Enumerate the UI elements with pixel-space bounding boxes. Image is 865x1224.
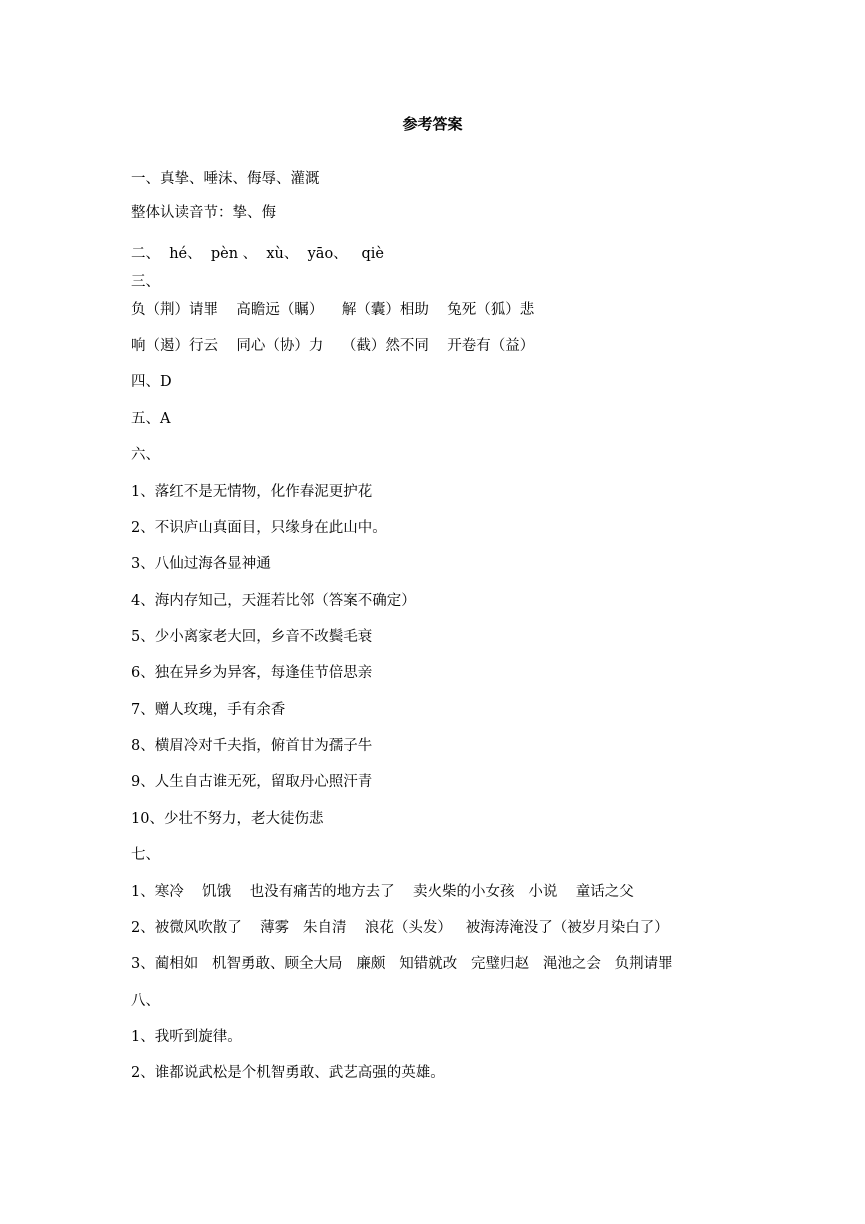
document-title: 参考答案 bbox=[402, 115, 463, 133]
answer-line-18: 9、人生自古谁无死，留取丹心照汗青 bbox=[131, 774, 373, 790]
answer-line-12: 3、八仙过海各显神通 bbox=[131, 556, 271, 572]
answer-line-6: 响（遏）行云 同心（协）力 （截）然不同 开卷有（益） bbox=[131, 338, 535, 354]
answer-line-14: 5、少小离家老大回，乡音不改鬓毛衰 bbox=[131, 629, 373, 645]
answer-line-9: 六、 bbox=[131, 447, 160, 463]
answer-line-23: 3、蔺相如 机智勇敢、顾全大局 廉颇 知错就改 完璧归赵 渑池之会 负荆请罪 bbox=[131, 956, 673, 972]
answer-line-4: 三、 bbox=[131, 274, 160, 290]
answer-line-3: 二、 hé、 pèn 、 xù、 yāo、 qiè bbox=[131, 246, 385, 262]
answer-line-8: 五、A bbox=[131, 411, 171, 427]
answer-line-26: 2、谁都说武松是个机智勇敢、武艺高强的英雄。 bbox=[131, 1065, 445, 1081]
answer-line-1: 一、真挚、唾沫、侮辱、灌溉 bbox=[131, 171, 320, 187]
answer-line-11: 2、不识庐山真面目，只缘身在此山中。 bbox=[131, 520, 387, 536]
answer-line-17: 8、横眉冷对千夫指，俯首甘为孺子牛 bbox=[131, 738, 373, 754]
answer-line-5: 负（荆）请罪 高瞻远（瞩） 解（囊）相助 兔死（狐）悲 bbox=[131, 302, 535, 318]
answer-line-21: 1、寒冷 饥饿 也没有痛苦的地方去了 卖火柴的小女孩 小说 童话之父 bbox=[131, 884, 634, 900]
answer-line-7: 四、D bbox=[131, 374, 172, 390]
answer-line-25: 1、我听到旋律。 bbox=[131, 1029, 242, 1045]
answer-line-24: 八、 bbox=[131, 993, 160, 1009]
answer-line-22: 2、被微风吹散了 薄雾 朱自清 浪花（头发） 被海涛淹没了（被岁月染白了） bbox=[131, 920, 669, 936]
answer-line-19: 10、少壮不努力，老大徒伤悲 bbox=[131, 811, 324, 827]
answer-line-15: 6、独在异乡为异客，每逢佳节倍思亲 bbox=[131, 665, 373, 681]
answer-line-10: 1、落红不是无情物，化作春泥更护花 bbox=[131, 484, 373, 500]
answer-line-16: 7、赠人玫瑰，手有余香 bbox=[131, 702, 286, 718]
answer-line-20: 七、 bbox=[131, 847, 160, 863]
answer-line-13: 4、海内存知己，天涯若比邻（答案不确定） bbox=[131, 593, 416, 609]
answer-line-2: 整体认读音节：挚、侮 bbox=[131, 205, 276, 221]
